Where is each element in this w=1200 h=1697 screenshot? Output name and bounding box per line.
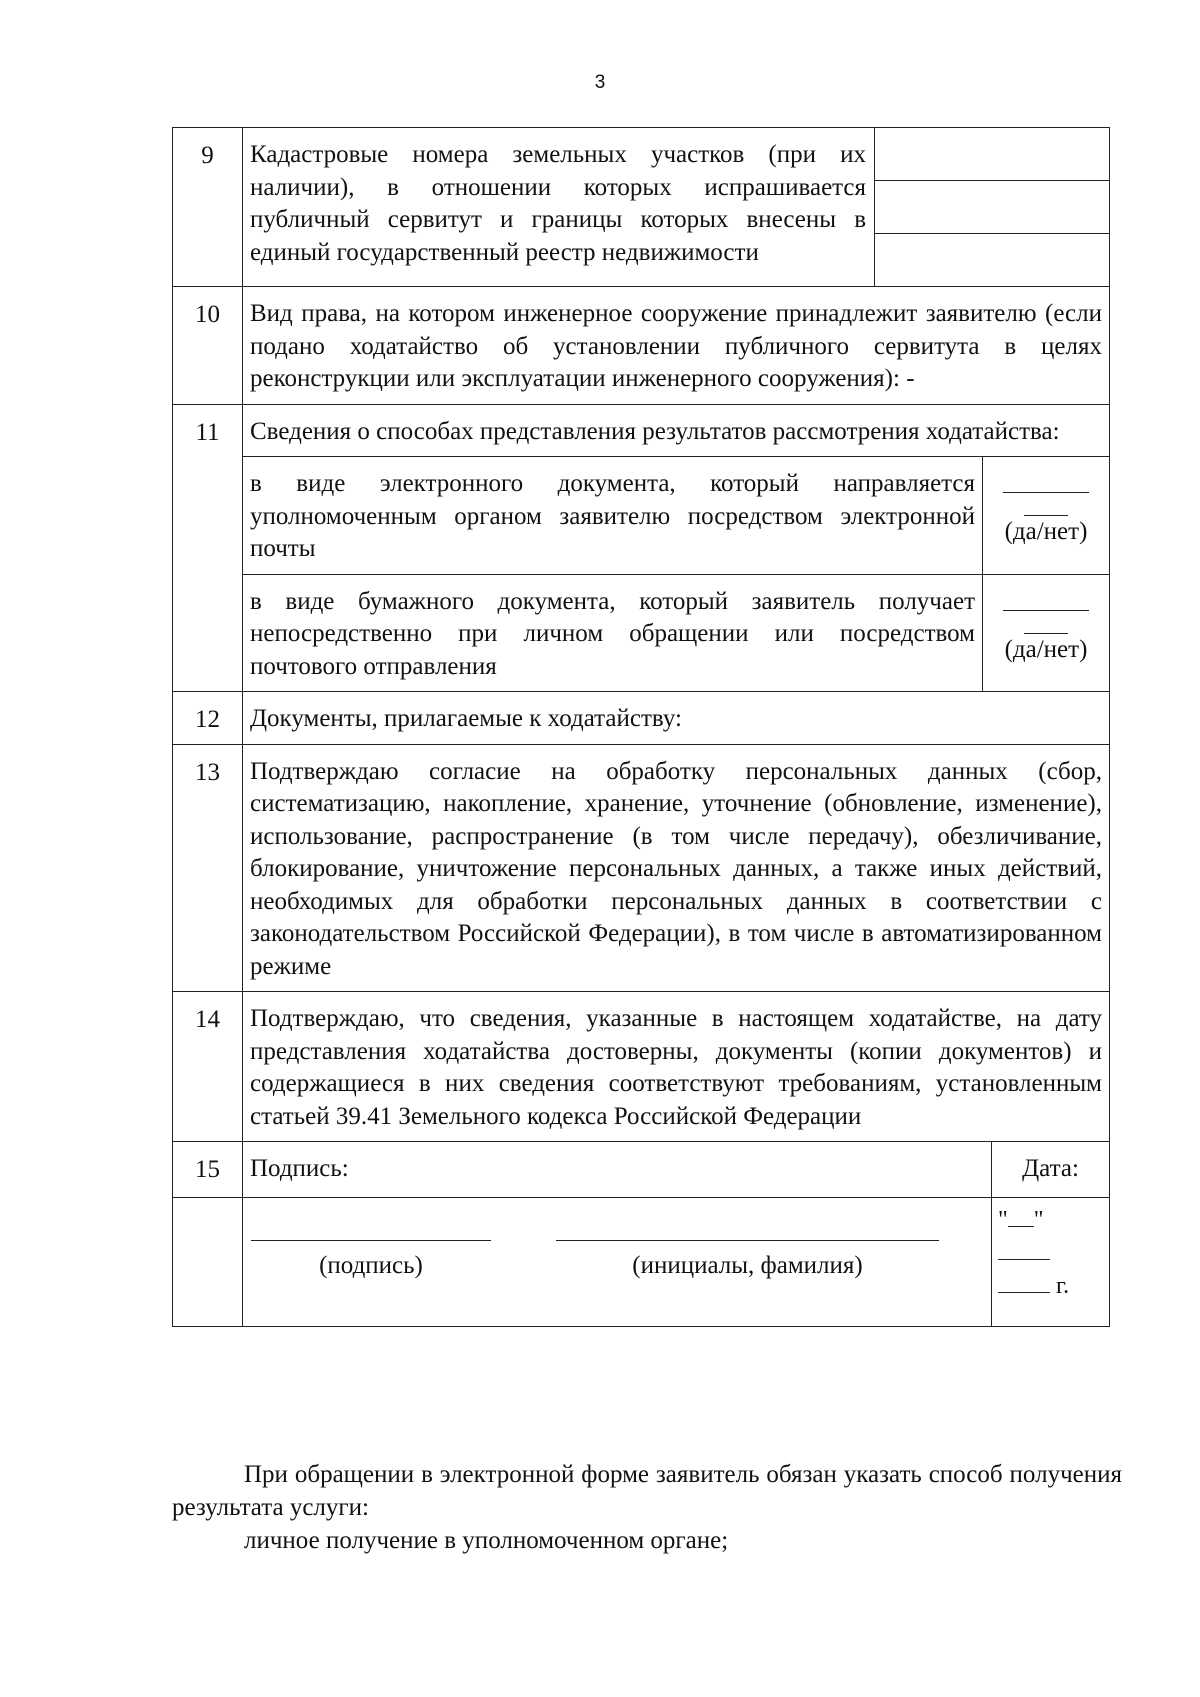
- yes-no-hint: (да/нет): [1004, 518, 1088, 545]
- signature-area: [243, 1197, 992, 1326]
- name-line[interactable]: [556, 1240, 939, 1241]
- signature-line[interactable]: [251, 1240, 491, 1241]
- option-electronic-answer[interactable]: [983, 457, 1110, 575]
- row-15: [173, 1142, 1110, 1198]
- attached-documents-label: Документы, прилагаемые к ходатайству:: [243, 692, 1110, 745]
- signature-label: Подпись:: [243, 1142, 992, 1198]
- row-number: 11: [173, 404, 243, 692]
- row-13: [173, 744, 1110, 992]
- row-14: [173, 992, 1110, 1142]
- row-number: 14: [173, 992, 243, 1142]
- answer-line: [1024, 493, 1068, 516]
- result-methods-heading: Сведения о способах представления результатов рассмотрения ходатайства:: [250, 417, 1060, 445]
- year-line: [998, 1268, 1050, 1293]
- option-paper-answer[interactable]: [983, 574, 1110, 691]
- footer-paragraph: При обращении в электронной форме заявитель обязан указать способ получения результата услуги:: [172, 1461, 1122, 1521]
- signature-caption: (подпись): [319, 1251, 423, 1279]
- row-number: 12: [173, 692, 243, 745]
- row-number: 9: [173, 128, 243, 287]
- name-caption: (инициалы, фамилия): [632, 1251, 863, 1279]
- cadastral-number-field[interactable]: [874, 180, 1109, 233]
- row-9: [173, 128, 1110, 287]
- cadastral-number-field[interactable]: [874, 233, 1109, 286]
- date-month: [998, 1235, 1103, 1268]
- accuracy-confirmation-text: Подтверждаю, что сведения, указанные в настоящем ходатайстве, на дату представления ходатайства достоверны, документы (копии документов) и содержащиеся в них сведения соответствуют требованиям, установленным статьей 39.41 Земельного кодекса Российской Федерации: [243, 992, 1110, 1142]
- petition-form-table: [172, 127, 1110, 1327]
- footer-paragraph: личное получение в уполномоченном органе;: [244, 1527, 729, 1554]
- date-year: г.: [998, 1268, 1103, 1301]
- answer-line: [1024, 611, 1068, 634]
- footer-text: [172, 1458, 1122, 1557]
- row-11: [173, 404, 1110, 692]
- row-number: 15: [173, 1142, 243, 1198]
- day-line: [1008, 1204, 1034, 1227]
- cadastral-numbers-label: Кадастровые номера земельных участков (при их наличии), в отношении которых испрашивается публичный сервитут и границы которых внесены в единый государственный реестр недвижимости: [250, 141, 866, 266]
- answer-line: [1003, 482, 1089, 493]
- row-number: 13: [173, 744, 243, 992]
- row-12: [173, 692, 1110, 745]
- date-label: Дата:: [992, 1142, 1110, 1198]
- date-day: " ": [998, 1204, 1103, 1235]
- personal-data-consent-text: Подтверждаю согласие на обработку персональных данных (сбор, систематизацию, накопление, хранение, уточнение (обновление, изменение), использование, распространение (в том числе передачу), обезличивание, блокирование, уничтожение персональных данных, а также иных действий, необходимых для обработки персональных данных в соответствии с законодательством Российской Федерации), в том числе в автоматизированном режиме: [243, 744, 1110, 992]
- answer-line: [1003, 600, 1089, 611]
- cadastral-number-field[interactable]: [874, 128, 1109, 180]
- empty-number-cell: [173, 1197, 243, 1326]
- month-line: [998, 1235, 1050, 1260]
- page-number: 3: [594, 72, 606, 93]
- row-10: [173, 287, 1110, 405]
- option-paper-text: в виде бумажного документа, который заявитель получает непосредственно при личном обращении или посредством почтового отправления: [243, 574, 983, 691]
- row-number: 10: [173, 287, 243, 405]
- signature-row: [173, 1197, 1110, 1326]
- option-electronic-text: в виде электронного документа, который направляется уполномоченным органом заявителю посредством электронной почты: [250, 470, 975, 562]
- date-fill-area[interactable]: [992, 1197, 1110, 1326]
- yes-no-hint: (да/нет): [1004, 635, 1088, 663]
- right-type-text: Вид права, на котором инженерное сооружение принадлежит заявителю (если подано ходатайство об установлении публичного сервитута в целях реконструкции или эксплуатации инженерного сооружения): -: [243, 287, 1110, 405]
